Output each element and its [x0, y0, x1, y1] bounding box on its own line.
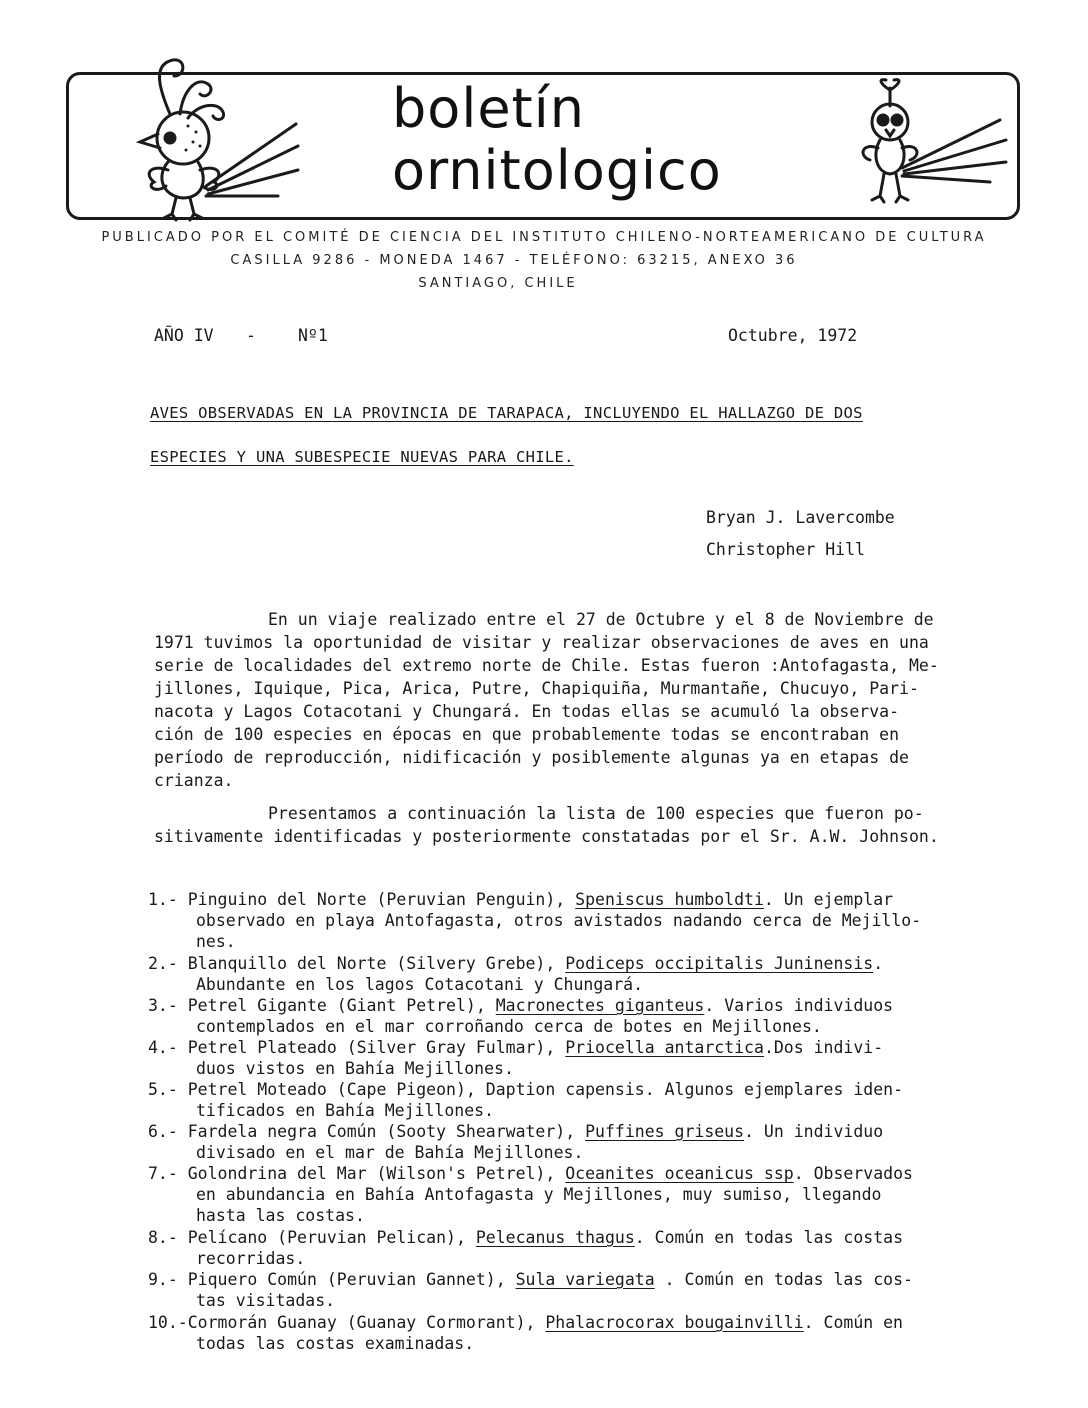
species-note: . Algunos ejemplares iden- — [644, 1080, 903, 1099]
publisher-line-3: SANTIAGO, CHILE — [418, 276, 578, 291]
species-entry-8 — [148, 1228, 903, 1247]
species-entry-9 — [148, 1270, 913, 1289]
species-common-name: Cormorán Guanay (Guanay Cormorant), — [187, 1313, 546, 1332]
issue-number: Nº1 — [298, 326, 328, 345]
species-entry-1 — [148, 890, 893, 909]
species-description-line: recorridas. — [196, 1249, 306, 1268]
title-line-2: ornitologico — [392, 139, 722, 202]
species-scientific-name: Oceanites oceanicus ssp — [565, 1164, 794, 1183]
species-note: . Un ejemplar — [763, 890, 894, 909]
species-description-line: duos vistos en Bahía Mejillones. — [196, 1059, 514, 1078]
species-common-name: Petrel Gigante (Giant Petrel), — [187, 996, 496, 1015]
title-line-1: boletín — [392, 77, 585, 140]
issue-dash: - — [246, 326, 256, 345]
intro-line: En un viaje realizado entre el 27 de Octubre y el 8 de Noviembre de — [268, 610, 934, 629]
author-2: Christopher Hill — [706, 540, 865, 559]
species-scientific-name: Macronectes giganteus — [495, 996, 705, 1015]
species-note: . Un individuo — [744, 1122, 884, 1141]
species-description-line: en abundancia en Bahía Antofagasta y Mejillones, muy sumiso, llegando — [196, 1185, 882, 1204]
species-number: 8.- — [148, 1228, 178, 1247]
species-scientific-name: Priocella antarctica — [565, 1038, 764, 1057]
intro-line: ción de 100 especies en épocas en que probablemente todas se encontraban en — [154, 725, 900, 744]
publisher-line-1: PUBLICADO POR EL COMITÉ DE CIENCIA DEL INSTITUTO CHILENO-NORTEAMERICANO DE CULTURA — [101, 230, 987, 245]
species-scientific-name: Daption capensis — [485, 1080, 645, 1099]
species-scientific-name: Speniscus humboldti — [575, 890, 764, 909]
species-common-name: Fardela negra Común (Sooty Shearwater), — [187, 1122, 586, 1141]
article-title-line-1: AVES OBSERVADAS EN LA PROVINCIA DE TARAPACA, INCLUYENDO EL HALLAZGO DE DOS — [150, 404, 863, 422]
intro-line: 1971 tuvimos la oportunidad de visitar y realizar observaciones de aves en una — [154, 633, 929, 652]
species-description-line: hasta las costas. — [196, 1206, 365, 1225]
species-number: 1.- — [148, 890, 178, 909]
species-number: 6.- — [148, 1122, 178, 1141]
species-description-line: contemplados en el mar corroñando cerca de botes en Mejillones. — [196, 1017, 822, 1036]
author-1: Bryan J. Lavercombe — [706, 508, 895, 527]
species-scientific-name: Podiceps occipitalis Juninensis — [565, 954, 874, 973]
species-common-name: Blanquillo del Norte (Silvery Grebe), — [187, 954, 566, 973]
intro-line: nacota y Lagos Cotacotani y Chungará. En todas ellas se acumuló la observa- — [154, 702, 900, 721]
species-description-line: nes. — [196, 932, 236, 951]
species-note: . — [873, 954, 884, 973]
species-note: . Observados — [793, 1164, 913, 1183]
species-number: 10.- — [148, 1313, 188, 1332]
list-intro-line: sitivamente identificadas y posteriormente constatadas por el Sr. A.W. Johnson. — [154, 827, 939, 846]
species-number: 5.- — [148, 1080, 178, 1099]
species-description-line: todas las costas examinadas. — [196, 1334, 475, 1353]
species-number: 3.- — [148, 996, 178, 1015]
newsletter-title — [392, 78, 722, 202]
species-note: . Común en — [803, 1313, 903, 1332]
species-common-name: Golondrina del Mar (Wilson's Petrel), — [187, 1164, 566, 1183]
species-entry-6 — [148, 1122, 883, 1141]
species-entry-2 — [148, 954, 883, 973]
species-entry-4 — [148, 1038, 883, 1057]
species-scientific-name: Pelecanus thagus — [475, 1228, 635, 1247]
intro-line: período de reproducción, nidificación y posiblemente algunas ya en etapas de — [154, 748, 909, 767]
species-number: 7.- — [148, 1164, 178, 1183]
species-common-name: Pinguino del Norte (Peruvian Penguin), — [187, 890, 576, 909]
species-note: . Común en todas las costas — [634, 1228, 904, 1247]
species-description-line: observado en playa Antofagasta, otros avistados nadando cerca de Mejillo- — [196, 911, 922, 930]
species-entry-10 — [148, 1313, 903, 1332]
species-number: 9.- — [148, 1270, 178, 1289]
issue-date: Octubre, 1972 — [728, 326, 858, 345]
intro-line: crianza. — [154, 771, 234, 790]
species-scientific-name: Sula variegata — [515, 1270, 655, 1289]
bird-illustration-left-icon — [58, 46, 308, 226]
species-note: .Dos indivi- — [763, 1038, 884, 1057]
species-common-name: Petrel Moteado (Cape Pigeon), — [187, 1080, 486, 1099]
bird-illustration-right-icon — [850, 78, 1030, 218]
list-intro-line: Presentamos a continuación la lista de 100 especies que fueron po- — [268, 804, 924, 823]
species-description-line: tas visitadas. — [196, 1291, 336, 1310]
species-entry-3 — [148, 996, 893, 1015]
species-number: 4.- — [148, 1038, 178, 1057]
species-description-line: Abundante en los lagos Cotacotani y Chungará. — [196, 975, 644, 994]
species-entry-5 — [148, 1080, 903, 1099]
species-scientific-name: Puffines griseus — [585, 1122, 745, 1141]
species-common-name: Pelícano (Peruvian Pelican), — [187, 1228, 476, 1247]
species-common-name: Piquero Común (Peruvian Gannet), — [187, 1270, 516, 1289]
publisher-line-2: CASILLA 9286 - MONEDA 1467 - TELÉFONO: 63215, ANEXO 36 — [230, 253, 798, 268]
species-description-line: tificados en Bahía Mejillones. — [196, 1101, 495, 1120]
intro-line: jillones, Iquique, Pica, Arica, Putre, Chapiquiña, Murmantañe, Chucuyo, Pari- — [154, 679, 919, 698]
species-note: . Común en todas las cos- — [654, 1270, 913, 1289]
species-number: 2.- — [148, 954, 178, 973]
issue-year: AÑO IV — [154, 326, 214, 345]
article-title-line-2: ESPECIES Y UNA SUBESPECIE NUEVAS PARA CHILE. — [150, 448, 574, 466]
species-description-line: divisado en el mar de Bahía Mejillones. — [196, 1143, 584, 1162]
species-common-name: Petrel Plateado (Silver Gray Fulmar), — [187, 1038, 566, 1057]
intro-line: serie de localidades del extremo norte de Chile. Estas fueron :Antofagasta, Me- — [154, 656, 939, 675]
species-note: . Varios individuos — [704, 996, 894, 1015]
species-entry-7 — [148, 1164, 913, 1183]
species-scientific-name: Phalacrocorax bougainvilli — [545, 1313, 804, 1332]
